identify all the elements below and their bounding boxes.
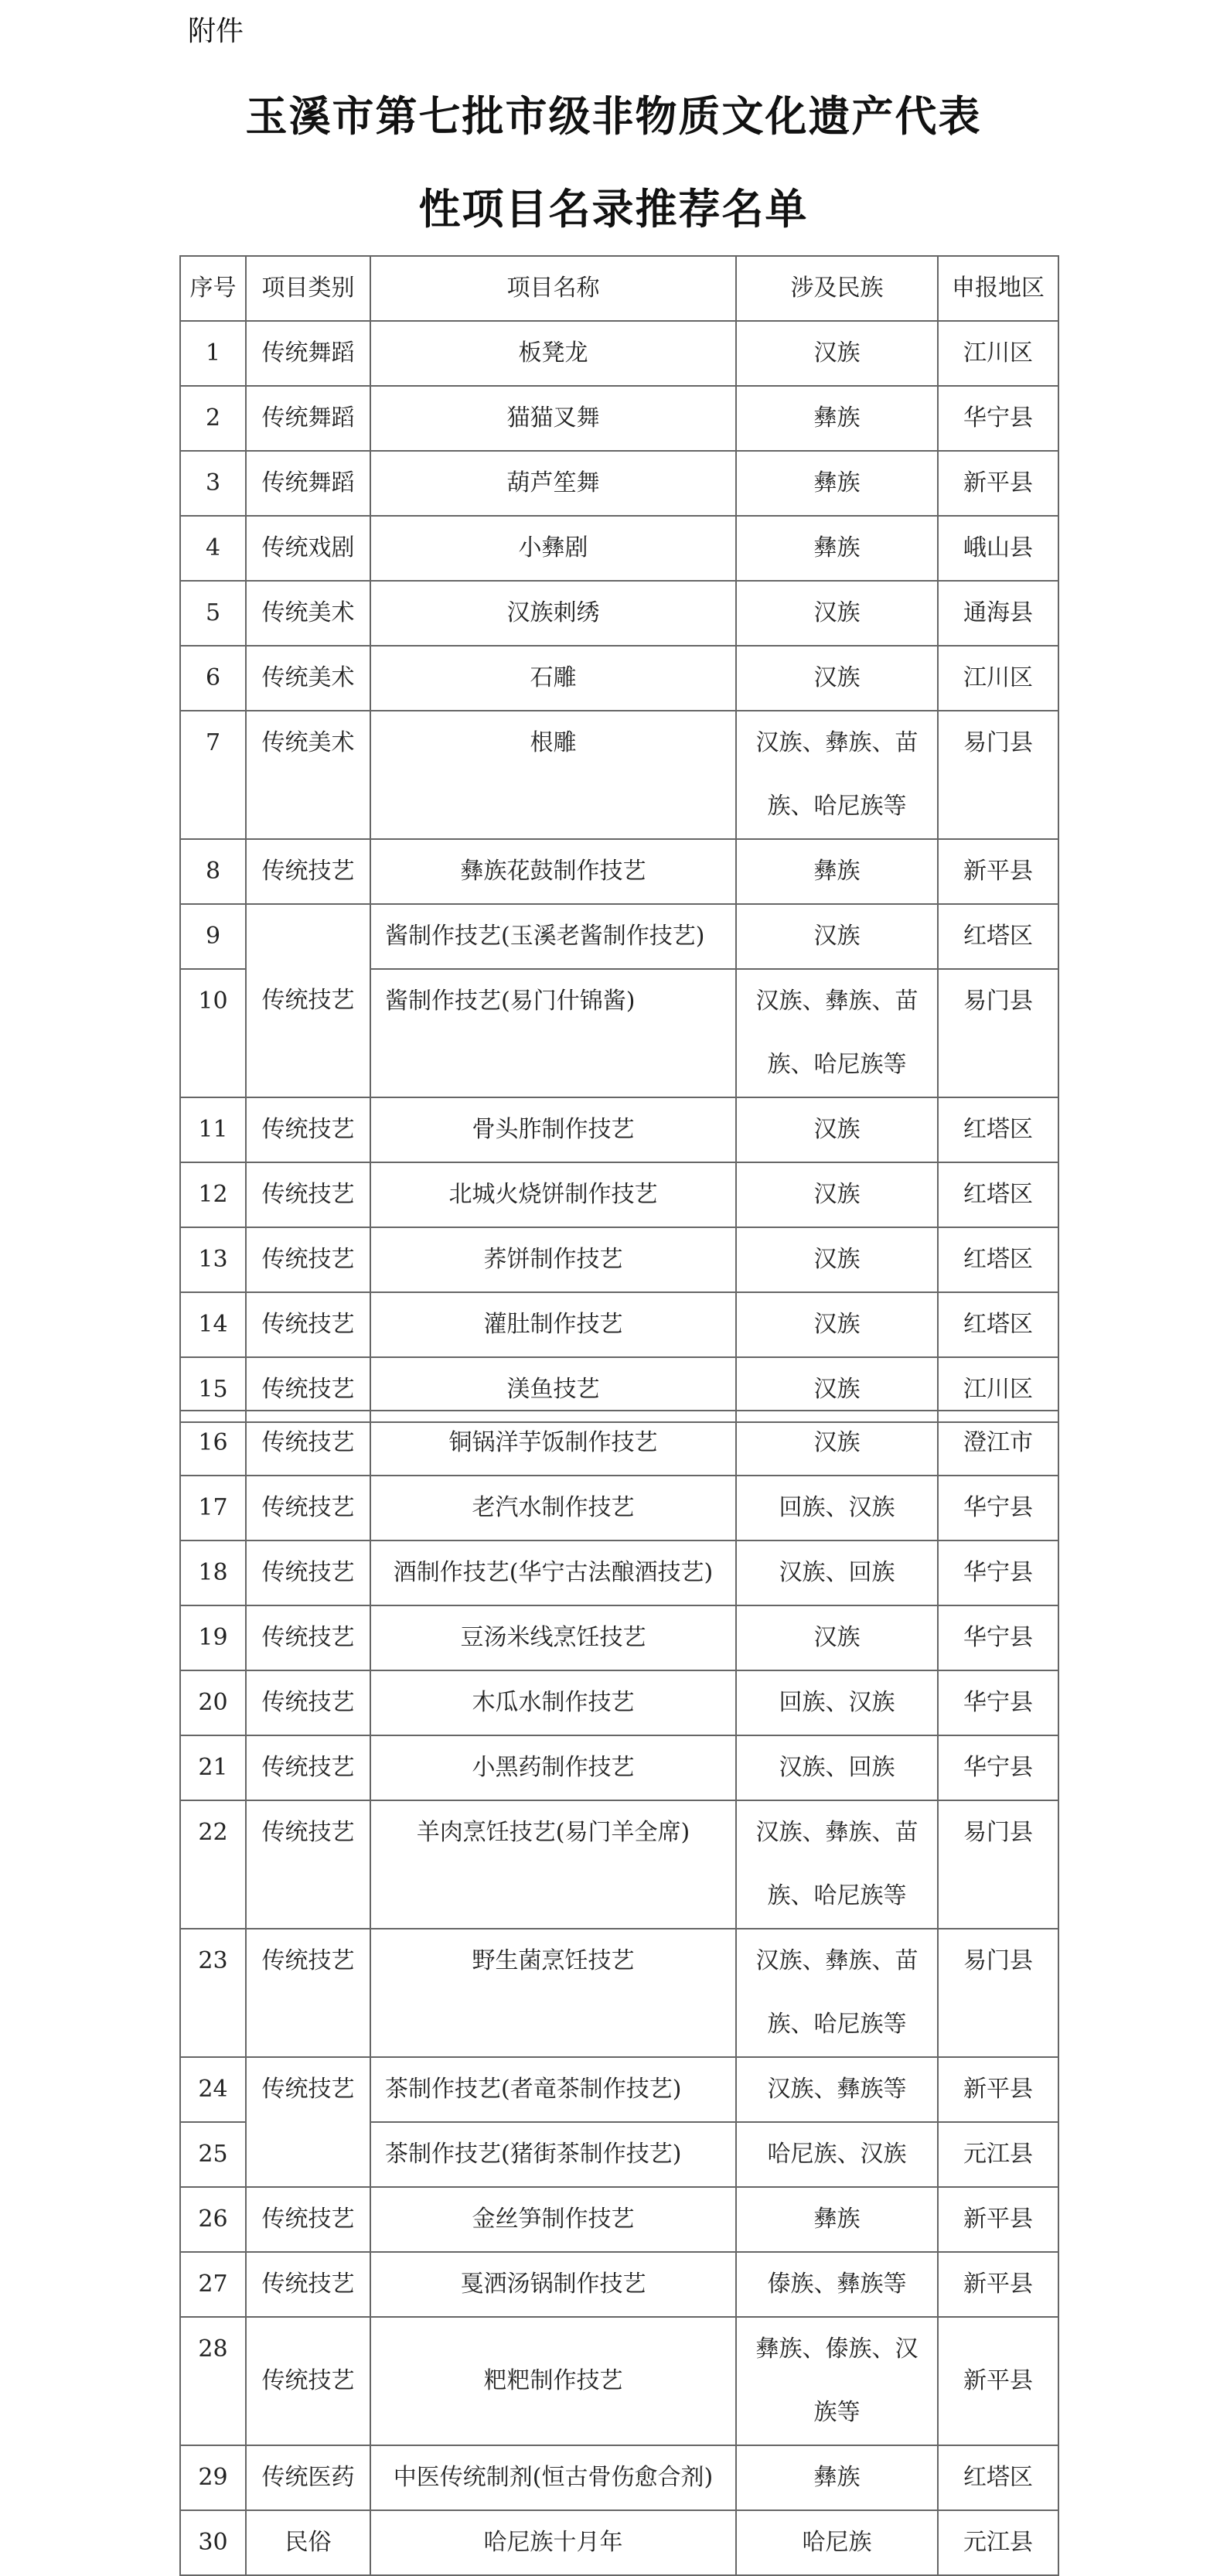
cell-ethnic-line-1: 汉族、彝族、苗 <box>755 729 919 756</box>
cell-ethnic <box>736 2317 938 2445</box>
cell-region: 新平县 <box>938 2187 1058 2252</box>
cell-ethnic: 汉族 <box>736 1097 938 1162</box>
cell-region: 易门县 <box>938 1800 1058 1929</box>
cell-region: 红塔区 <box>938 1097 1058 1162</box>
cell-region: 易门县 <box>938 1929 1058 2057</box>
cell-no: 17 <box>180 1476 246 1540</box>
table-row <box>180 1540 1058 1605</box>
table-row <box>180 904 1058 969</box>
cell-region: 江川区 <box>938 646 1058 711</box>
cell-category: 民俗 <box>246 2510 370 2575</box>
cell-region: 华宁县 <box>938 1670 1058 1735</box>
cell-name: 哈尼族十月年 <box>370 2510 736 2575</box>
cell-name: 彝族花鼓制作技艺 <box>370 839 736 904</box>
cell-ethnic: 回族、汉族 <box>736 1476 938 1540</box>
cell-category: 传统舞蹈 <box>246 386 370 451</box>
cell-region: 新平县 <box>938 2057 1058 2122</box>
cell-region: 红塔区 <box>938 1162 1058 1227</box>
table-row <box>180 2187 1058 2252</box>
cell-name: 豆汤米线烹饪技艺 <box>370 1605 736 1670</box>
cell-region: 澄江市 <box>938 1411 1058 1476</box>
cell-ethnic: 哈尼族、汉族 <box>736 2122 938 2187</box>
attachment-label: 附件 <box>188 15 244 47</box>
cell-no: 19 <box>180 1605 246 1670</box>
cell-no: 14 <box>180 1292 246 1357</box>
cell-ethnic: 哈尼族 <box>736 2510 938 2575</box>
cell-name: 骨头胙制作技艺 <box>370 1097 736 1162</box>
cell-ethnic: 汉族 <box>736 1292 938 1357</box>
cell-no: 16 <box>180 1411 246 1476</box>
page-title-line-1: 玉溪市第七批市级非物质文化遗产代表 <box>245 91 982 141</box>
cell-region: 华宁县 <box>938 1735 1058 1800</box>
cell-region: 红塔区 <box>938 904 1058 969</box>
cell-ethnic: 汉族 <box>736 1162 938 1227</box>
cell-no: 5 <box>180 581 246 646</box>
cell-region: 红塔区 <box>938 1227 1058 1292</box>
cell-name: 酒制作技艺(华宁古法酿酒技艺) <box>370 1540 736 1605</box>
cell-no: 26 <box>180 2187 246 2252</box>
cell-category-merged: 传统技艺 <box>246 2057 370 2187</box>
cell-no: 21 <box>180 1735 246 1800</box>
cell-name: 野生菌烹饪技艺 <box>370 1929 736 2057</box>
header-name: 项目名称 <box>370 256 736 321</box>
cell-name: 小黑药制作技艺 <box>370 1735 736 1800</box>
table-row <box>180 451 1058 516</box>
cell-region: 华宁县 <box>938 386 1058 451</box>
cell-ethnic: 彝族 <box>736 2445 938 2510</box>
cell-category-merged: 传统技艺 <box>246 904 370 1097</box>
cell-ethnic-line-1: 彝族、傣族、汉 <box>755 2335 919 2363</box>
table-row <box>180 1476 1058 1540</box>
cell-ethnic-line-1: 汉族、彝族、苗 <box>755 988 919 1015</box>
table-row <box>180 1411 1058 1476</box>
cell-ethnic <box>736 1800 938 1929</box>
cell-region: 通海县 <box>938 581 1058 646</box>
cell-ethnic <box>736 711 938 839</box>
cell-name: 老汽水制作技艺 <box>370 1476 736 1540</box>
table-row <box>180 386 1058 451</box>
cell-category: 传统技艺 <box>246 1227 370 1292</box>
cell-no: 27 <box>180 2252 246 2317</box>
cell-name: 酱制作技艺(玉溪老酱制作技艺) <box>370 904 736 969</box>
cell-name: 灌肚制作技艺 <box>370 1292 736 1357</box>
cell-ethnic <box>736 1929 938 2057</box>
table-row <box>180 1162 1058 1227</box>
cell-ethnic: 汉族 <box>736 581 938 646</box>
cell-ethnic: 彝族 <box>736 451 938 516</box>
cell-category: 传统技艺 <box>246 1476 370 1540</box>
header-ethnic: 涉及民族 <box>736 256 938 321</box>
cell-region: 新平县 <box>938 451 1058 516</box>
cell-category: 传统美术 <box>246 581 370 646</box>
cell-ethnic-line-2: 族、哈尼族等 <box>767 1882 907 1909</box>
cell-no: 8 <box>180 839 246 904</box>
table-header-row <box>180 256 1058 321</box>
cell-ethnic: 汉族 <box>736 321 938 386</box>
header-region: 申报地区 <box>938 256 1058 321</box>
cell-category: 传统舞蹈 <box>246 321 370 386</box>
cell-region: 新平县 <box>938 2317 1058 2445</box>
table-row <box>180 2317 1058 2445</box>
cell-category: 传统美术 <box>246 711 370 839</box>
table-row <box>180 2252 1058 2317</box>
cell-no: 20 <box>180 1670 246 1735</box>
cell-ethnic: 彝族 <box>736 516 938 581</box>
cell-name: 根雕 <box>370 711 736 839</box>
cell-region: 峨山县 <box>938 516 1058 581</box>
cell-name: 渼鱼技艺 <box>370 1357 736 1422</box>
cell-name: 中医传统制剂(恒古骨伤愈合剂) <box>370 2445 736 2510</box>
cell-region: 华宁县 <box>938 1540 1058 1605</box>
cell-region: 元江县 <box>938 2510 1058 2575</box>
cell-region: 易门县 <box>938 711 1058 839</box>
cell-no: 23 <box>180 1929 246 2057</box>
cell-ethnic: 汉族 <box>736 904 938 969</box>
cell-no: 25 <box>180 2122 246 2187</box>
cell-ethnic: 回族、汉族 <box>736 1670 938 1735</box>
cell-category: 传统技艺 <box>246 2317 370 2445</box>
cell-no: 2 <box>180 386 246 451</box>
cell-category: 传统舞蹈 <box>246 451 370 516</box>
cell-region: 华宁县 <box>938 1605 1058 1670</box>
header-no: 序号 <box>180 256 246 321</box>
cell-no: 1 <box>180 321 246 386</box>
cell-category: 传统技艺 <box>246 1162 370 1227</box>
table-row <box>180 1227 1058 1292</box>
cell-ethnic: 傣族、彝族等 <box>736 2252 938 2317</box>
cell-category: 传统技艺 <box>246 1540 370 1605</box>
cell-region: 江川区 <box>938 321 1058 386</box>
cell-region: 易门县 <box>938 969 1058 1097</box>
cell-no: 13 <box>180 1227 246 1292</box>
cell-category: 传统技艺 <box>246 1097 370 1162</box>
table-row <box>180 321 1058 386</box>
cell-region: 新平县 <box>938 839 1058 904</box>
cell-category: 传统技艺 <box>246 839 370 904</box>
cell-name: 粑粑制作技艺 <box>370 2317 736 2445</box>
cell-ethnic: 汉族、彝族等 <box>736 2057 938 2122</box>
table-row <box>180 1605 1058 1670</box>
cell-ethnic: 汉族、回族 <box>736 1735 938 1800</box>
cell-category: 传统医药 <box>246 2445 370 2510</box>
cell-category: 传统技艺 <box>246 2252 370 2317</box>
cell-name: 猫猫叉舞 <box>370 386 736 451</box>
cell-ethnic-line-1: 汉族、彝族、苗 <box>755 1947 919 1974</box>
cell-category: 传统戏剧 <box>246 516 370 581</box>
header-category: 项目类别 <box>246 256 370 321</box>
cell-category: 传统技艺 <box>246 1411 370 1476</box>
page-title-line-2: 性项目名录推荐名单 <box>418 184 809 234</box>
table-row <box>180 581 1058 646</box>
cell-category: 传统技艺 <box>246 1670 370 1735</box>
cell-category: 传统技艺 <box>246 2187 370 2252</box>
cell-category: 传统技艺 <box>246 1929 370 2057</box>
cell-no: 3 <box>180 451 246 516</box>
cell-name: 小彝剧 <box>370 516 736 581</box>
cell-region: 江川区 <box>938 1357 1058 1422</box>
cell-no: 11 <box>180 1097 246 1162</box>
table-row <box>180 711 1058 839</box>
cell-name: 汉族刺绣 <box>370 581 736 646</box>
table-row <box>180 516 1058 581</box>
cell-no: 29 <box>180 2445 246 2510</box>
cell-no: 30 <box>180 2510 246 2575</box>
table-row <box>180 2057 1058 2122</box>
cell-no: 28 <box>180 2317 246 2445</box>
cell-name: 荞饼制作技艺 <box>370 1227 736 1292</box>
cell-name: 木瓜水制作技艺 <box>370 1670 736 1735</box>
cell-no: 22 <box>180 1800 246 1929</box>
cell-category: 传统技艺 <box>246 1605 370 1670</box>
cell-category: 传统技艺 <box>246 1292 370 1357</box>
cell-ethnic: 彝族 <box>736 839 938 904</box>
cell-ethnic <box>736 969 938 1097</box>
cell-region: 华宁县 <box>938 1476 1058 1540</box>
cell-region: 红塔区 <box>938 2445 1058 2510</box>
cell-ethnic-line-2: 族、哈尼族等 <box>767 793 907 820</box>
cell-ethnic: 汉族 <box>736 1605 938 1670</box>
table-row <box>180 1097 1058 1162</box>
cell-no: 10 <box>180 969 246 1097</box>
cell-name: 酱制作技艺(易门什锦酱) <box>370 969 736 1097</box>
table-row <box>180 646 1058 711</box>
cell-no: 18 <box>180 1540 246 1605</box>
cell-name: 葫芦笙舞 <box>370 451 736 516</box>
cell-category: 传统技艺 <box>246 1800 370 1929</box>
cell-ethnic: 汉族 <box>736 1411 938 1476</box>
cell-name: 金丝笋制作技艺 <box>370 2187 736 2252</box>
heritage-table-part-1 <box>179 255 1059 1423</box>
cell-ethnic: 汉族 <box>736 1227 938 1292</box>
cell-name: 北城火烧饼制作技艺 <box>370 1162 736 1227</box>
heritage-table-part-2 <box>179 1410 1059 2576</box>
cell-name: 羊肉烹饪技艺(易门羊全席) <box>370 1800 736 1929</box>
cell-no: 6 <box>180 646 246 711</box>
cell-name: 茶制作技艺(者竜茶制作技艺) <box>370 2057 736 2122</box>
cell-region: 新平县 <box>938 2252 1058 2317</box>
cell-no: 9 <box>180 904 246 969</box>
cell-ethnic: 汉族 <box>736 646 938 711</box>
cell-no: 12 <box>180 1162 246 1227</box>
cell-ethnic-line-2: 族、哈尼族等 <box>767 2011 907 2038</box>
cell-name: 戛洒汤锅制作技艺 <box>370 2252 736 2317</box>
cell-ethnic: 彝族 <box>736 2187 938 2252</box>
cell-name: 板凳龙 <box>370 321 736 386</box>
cell-no: 7 <box>180 711 246 839</box>
cell-no: 4 <box>180 516 246 581</box>
cell-name: 铜锅洋芋饭制作技艺 <box>370 1411 736 1476</box>
cell-region: 元江县 <box>938 2122 1058 2187</box>
cell-category: 传统技艺 <box>246 1357 370 1422</box>
table-row <box>180 839 1058 904</box>
cell-ethnic: 汉族 <box>736 1357 938 1422</box>
cell-no: 15 <box>180 1357 246 1422</box>
cell-ethnic-line-1: 汉族、彝族、苗 <box>755 1819 919 1846</box>
cell-ethnic-line-2: 族、哈尼族等 <box>767 1051 907 1078</box>
cell-category: 传统美术 <box>246 646 370 711</box>
table-row <box>180 1670 1058 1735</box>
table-row <box>180 1292 1058 1357</box>
table-row <box>180 1735 1058 1800</box>
table-row <box>180 1929 1058 2057</box>
cell-ethnic-line-2: 族等 <box>813 2399 861 2426</box>
cell-name: 茶制作技艺(猪街茶制作技艺) <box>370 2122 736 2187</box>
table-row <box>180 2445 1058 2510</box>
table-row <box>180 1800 1058 1929</box>
cell-no: 24 <box>180 2057 246 2122</box>
cell-ethnic: 汉族、回族 <box>736 1540 938 1605</box>
cell-region: 红塔区 <box>938 1292 1058 1357</box>
cell-ethnic: 彝族 <box>736 386 938 451</box>
cell-category: 传统技艺 <box>246 1735 370 1800</box>
table-row <box>180 2510 1058 2575</box>
cell-name: 石雕 <box>370 646 736 711</box>
